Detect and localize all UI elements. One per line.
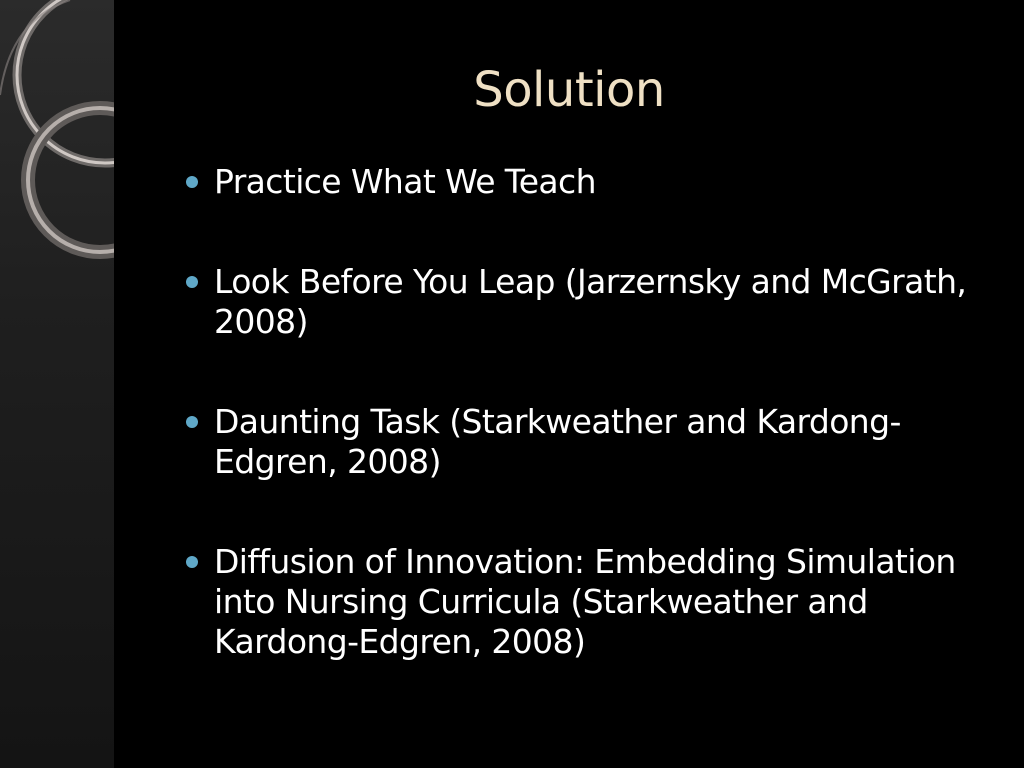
bullet-item: [186, 162, 986, 202]
decorative-side-panel: [0, 0, 114, 768]
bullet-text: Look Before You Leap (Jarzernsky and McGrath, 2008): [214, 262, 967, 341]
bullet-text: Practice What We Teach: [214, 162, 596, 201]
slide-title: Solution: [473, 62, 665, 118]
bullet-item: [186, 402, 986, 482]
bullet-dot-icon: [186, 556, 198, 568]
bullet-item: [186, 542, 986, 662]
bullet-dot-icon: [186, 276, 198, 288]
bullet-text: Daunting Task (Starkweather and Kardong-Edgren, 2008): [214, 402, 901, 481]
decorative-arc: [0, 0, 70, 95]
bullet-text: Diffusion of Innovation: Embedding Simulation into Nursing Curricula (Starkweather and Kardong-Edgren, 2008): [214, 542, 956, 661]
bullet-dot-icon: [186, 176, 198, 188]
decorative-rings-graphic: [0, 0, 114, 768]
bullet-dot-icon: [186, 416, 198, 428]
bullet-list: [186, 162, 986, 662]
bullet-item: [186, 262, 986, 342]
decorative-ring-inner: [28, 108, 114, 252]
